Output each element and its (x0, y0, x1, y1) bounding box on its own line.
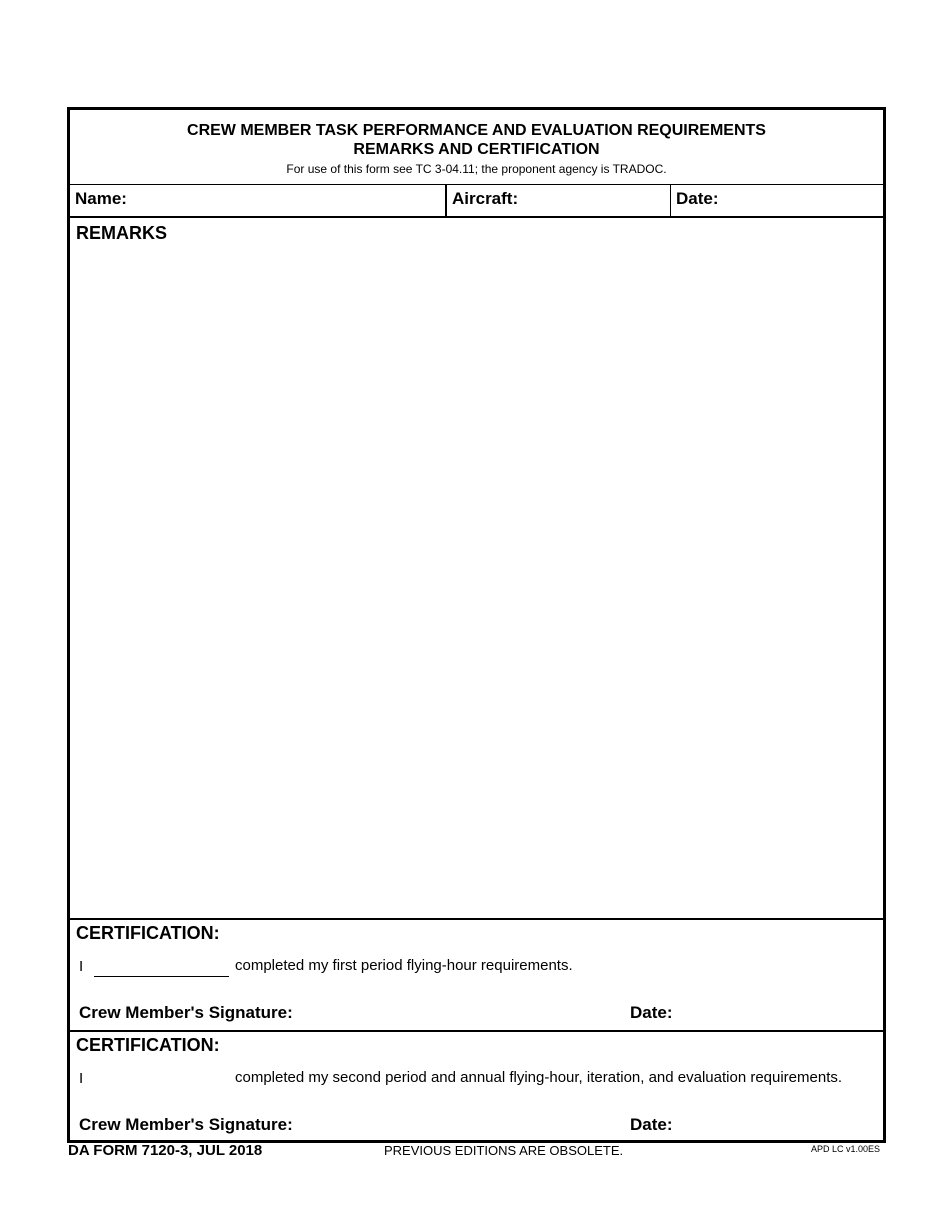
signature-label: Crew Member's Signature: (79, 1003, 293, 1022)
signature-date-label: Date: (630, 1003, 673, 1022)
certification-statement: completed my second period and annual flying-hour, iteration, and evaluation requirements. (235, 1069, 843, 1086)
form-header (70, 110, 883, 185)
crew-member-signature-field[interactable] (295, 1114, 625, 1136)
certification-pronoun: I (79, 1070, 84, 1087)
form-container (67, 107, 886, 1143)
form-usage-note: For use of this form see TC 3-04.11; the proponent agency is TRADOC. (286, 162, 667, 176)
signature-date-label: Date: (630, 1115, 673, 1134)
certification-statement: completed my first period flying-hour requirements. (235, 957, 573, 974)
date-cell (671, 185, 883, 216)
certification-first-period (70, 920, 883, 1032)
remarks-section (70, 218, 883, 920)
aircraft-label: Aircraft: (452, 189, 519, 208)
crew-member-signature-field[interactable] (295, 1002, 625, 1024)
signature-label: Crew Member's Signature: (79, 1115, 293, 1134)
remarks-label: REMARKS (76, 223, 168, 243)
form-version: APD LC v1.00ES (811, 1144, 881, 1154)
form-title-line2: REMARKS AND CERTIFICATION (353, 141, 600, 158)
certification-label: CERTIFICATION: (76, 923, 220, 943)
name-field[interactable] (132, 190, 432, 210)
signature-date-field[interactable] (680, 1114, 870, 1136)
certification-blank-field[interactable] (94, 1068, 229, 1088)
form-title-line1: CREW MEMBER TASK PERFORMANCE AND EVALUATION REQUIREMENTS (187, 122, 766, 139)
date-label: Date: (676, 189, 719, 208)
info-row (70, 185, 883, 218)
remarks-textarea[interactable] (76, 250, 880, 914)
form-identifier: DA FORM 7120-3, JUL 2018 (68, 1142, 263, 1159)
date-field[interactable] (723, 190, 873, 210)
editions-note: PREVIOUS EDITIONS ARE OBSOLETE. (384, 1143, 624, 1158)
certification-label: CERTIFICATION: (76, 1035, 220, 1055)
signature-date-field[interactable] (680, 1002, 870, 1024)
certification-blank-field[interactable] (94, 956, 229, 977)
certification-second-period (70, 1032, 883, 1140)
certification-pronoun: I (79, 958, 84, 975)
aircraft-field[interactable] (521, 190, 661, 210)
name-cell (70, 185, 447, 216)
aircraft-cell (447, 185, 671, 216)
name-label: Name: (75, 189, 127, 208)
